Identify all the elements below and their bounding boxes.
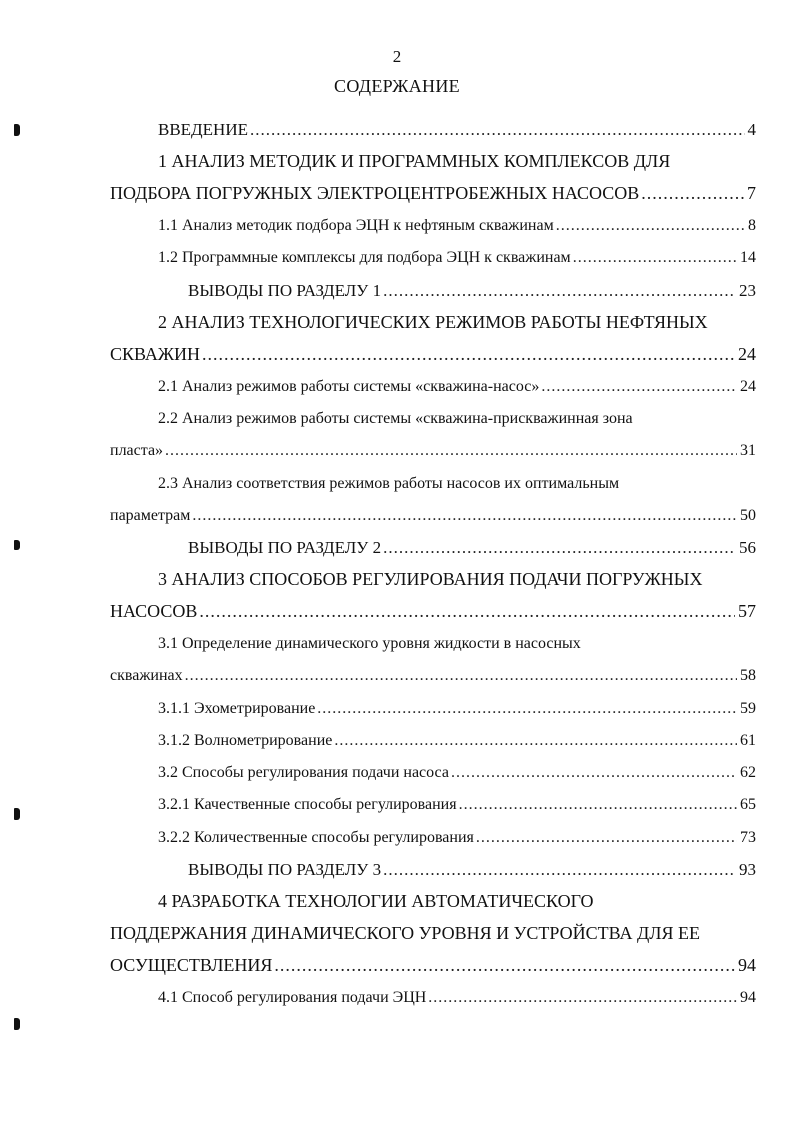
toc-leader: [641, 181, 744, 205]
toc-label: СКВАЖИН: [110, 344, 201, 364]
toc-label: ПОДБОРА ПОГРУЖНЫХ ЭЛЕКТРОЦЕНТРОБЕЖНЫХ НАСОСОВ: [110, 183, 640, 203]
toc-page: 94: [740, 989, 756, 1006]
toc-label: 3.2.1 Качественные способы регулирования: [158, 796, 457, 813]
toc-page: 73: [740, 829, 756, 846]
toc-label: 4 РАЗРАБОТКА ТЕХНОЛОГИИ АВТОМАТИЧЕСКОГО: [158, 891, 594, 911]
toc-entry-introduction[interactable]: [158, 118, 756, 142]
toc-leader: [383, 858, 736, 882]
scan-artifact-mark: [14, 124, 20, 136]
toc-label: 4.1 Способ регулирования подачи ЭЦН: [158, 989, 427, 1006]
toc-page: 61: [740, 732, 756, 749]
scan-artifact-mark: [14, 540, 20, 550]
toc-leader: [383, 536, 736, 560]
toc-leader: [202, 342, 735, 366]
page-number: 2: [392, 47, 402, 66]
toc-leader: [334, 729, 737, 753]
toc-leader: [428, 986, 737, 1010]
toc-leader: [459, 793, 737, 817]
toc-entry-3-1-2[interactable]: [158, 729, 756, 753]
toc-entry-1-2[interactable]: [158, 246, 756, 270]
toc-page: 24: [738, 344, 756, 364]
toc-page: 50: [740, 507, 756, 524]
toc-entry-chapter-4-line-2[interactable]: [110, 921, 756, 945]
toc-label: 2.3 Анализ соответствия режимов работы насосов их оптимальным: [158, 475, 620, 492]
toc-label: 1 АНАЛИЗ МЕТОДИК И ПРОГРАММНЫХ КОМПЛЕКСОВ ДЛЯ: [158, 151, 671, 171]
toc-label: 2 АНАЛИЗ ТЕХНОЛОГИЧЕСКИХ РЕЖИМОВ РАБОТЫ НЕФТЯНЫХ: [158, 312, 708, 332]
page-title: СОДЕРЖАНИЕ: [334, 76, 460, 96]
toc-entry-4-1[interactable]: [158, 986, 756, 1010]
toc-leader: [192, 504, 737, 528]
toc-page: 4: [747, 120, 756, 139]
toc-entry-chapter-3-line-1[interactable]: [158, 567, 756, 591]
toc-page: 59: [740, 700, 756, 717]
toc-label: ОСУЩЕСТВЛЕНИЯ: [110, 955, 273, 975]
toc-label: 1.2 Программные комплексы для подбора ЭЦН к скважинам: [158, 249, 571, 266]
toc-leader: [199, 599, 735, 623]
toc-label: ВЫВОДЫ ПО РАЗДЕЛУ 1: [188, 281, 382, 300]
toc-label: 3.1 Определение динамического уровня жидкости в насосных: [158, 635, 581, 652]
toc-entry-chapter-3-line-2[interactable]: [110, 599, 756, 623]
toc-label: ПОДДЕРЖАНИЯ ДИНАМИЧЕСКОГО УРОВНЯ И УСТРОЙСТВА ДЛЯ ЕЕ: [110, 923, 700, 943]
toc-label: 3.1.1 Эхометрирование: [158, 700, 316, 717]
toc-page: 62: [740, 764, 756, 781]
toc-entry-3-1-line-2[interactable]: [110, 664, 756, 688]
toc-page: 24: [740, 378, 756, 395]
toc-page: 14: [740, 249, 756, 266]
toc-label: 3.1.2 Волнометрирование: [158, 732, 333, 749]
toc-entry-chapter-2-line-2[interactable]: [110, 342, 756, 366]
toc-entry-2-3-line-2[interactable]: [110, 504, 756, 528]
toc-entry-chapter-1-line-2[interactable]: [110, 181, 756, 205]
toc-page: 93: [739, 860, 756, 879]
toc-label: ВВЕДЕНИЕ: [158, 120, 248, 139]
toc-entry-3-2-2[interactable]: [158, 826, 756, 850]
toc-label: 1.1 Анализ методик подбора ЭЦН к нефтяным скважинам: [158, 217, 554, 234]
toc-entry-chapter-2-line-1[interactable]: [158, 310, 756, 334]
toc-label: скважинах: [110, 667, 183, 684]
toc-leader: [476, 826, 737, 850]
toc-label: параметрам: [110, 507, 191, 524]
scan-artifact-mark: [14, 1018, 20, 1030]
toc-label: ВЫВОДЫ ПО РАЗДЕЛУ 3: [188, 860, 382, 879]
toc-entry-2-2-line-2[interactable]: [110, 439, 756, 463]
toc-entry-3-1-1[interactable]: [158, 697, 756, 721]
toc-label: 2.2 Анализ режимов работы системы «скважина-прискважинная зона: [158, 410, 633, 427]
toc-label: 2.1 Анализ режимов работы системы «скважина-насос»: [158, 378, 540, 395]
toc-leader: [274, 953, 735, 977]
toc-page: 7: [747, 183, 756, 203]
toc-page: 58: [740, 667, 756, 684]
toc-entry-3-2[interactable]: [158, 761, 756, 785]
toc-entry-conclusions-1[interactable]: [188, 279, 756, 303]
toc-page: 56: [739, 538, 756, 557]
toc-page: 23: [739, 281, 756, 300]
toc-page: 57: [738, 601, 756, 621]
toc-page: 65: [740, 796, 756, 813]
toc-page: 8: [748, 217, 756, 234]
toc-entry-3-2-1[interactable]: [158, 793, 756, 817]
toc-label: НАСОСОВ: [110, 601, 198, 621]
scan-artifact-mark: [14, 808, 20, 820]
toc-leader: [250, 118, 745, 142]
toc-leader: [185, 664, 737, 688]
toc-entry-conclusions-2[interactable]: [188, 536, 756, 560]
toc-leader: [556, 214, 745, 238]
toc-entry-chapter-4-line-3[interactable]: [110, 953, 756, 977]
toc-label: ВЫВОДЫ ПО РАЗДЕЛУ 2: [188, 538, 382, 557]
toc-leader: [451, 761, 737, 785]
toc-page: 94: [738, 955, 756, 975]
toc-label: 3 АНАЛИЗ СПОСОБОВ РЕГУЛИРОВАНИЯ ПОДАЧИ ПОГРУЖНЫХ: [158, 569, 703, 589]
toc-entry-conclusions-3[interactable]: [188, 858, 756, 882]
toc-entry-3-1-line-1[interactable]: [158, 632, 756, 656]
toc-leader: [317, 697, 737, 721]
toc-entry-1-1[interactable]: [158, 214, 756, 238]
toc-label: пласта»: [110, 442, 164, 459]
toc-page: 31: [740, 442, 756, 459]
toc-entry-chapter-4-line-1[interactable]: [158, 889, 756, 913]
toc-entry-chapter-1-line-1[interactable]: [158, 149, 756, 173]
toc-leader: [165, 439, 737, 463]
toc-entry-2-3-line-1[interactable]: [158, 472, 756, 496]
toc-entry-2-1[interactable]: [158, 375, 756, 399]
toc-label: 3.2 Способы регулирования подачи насоса: [158, 764, 449, 781]
toc-leader: [541, 375, 737, 399]
toc-leader: [383, 279, 736, 303]
toc-entry-2-2-line-1[interactable]: [158, 407, 756, 431]
toc-label: 3.2.2 Количественные способы регулирования: [158, 829, 474, 846]
toc-leader: [573, 246, 737, 270]
